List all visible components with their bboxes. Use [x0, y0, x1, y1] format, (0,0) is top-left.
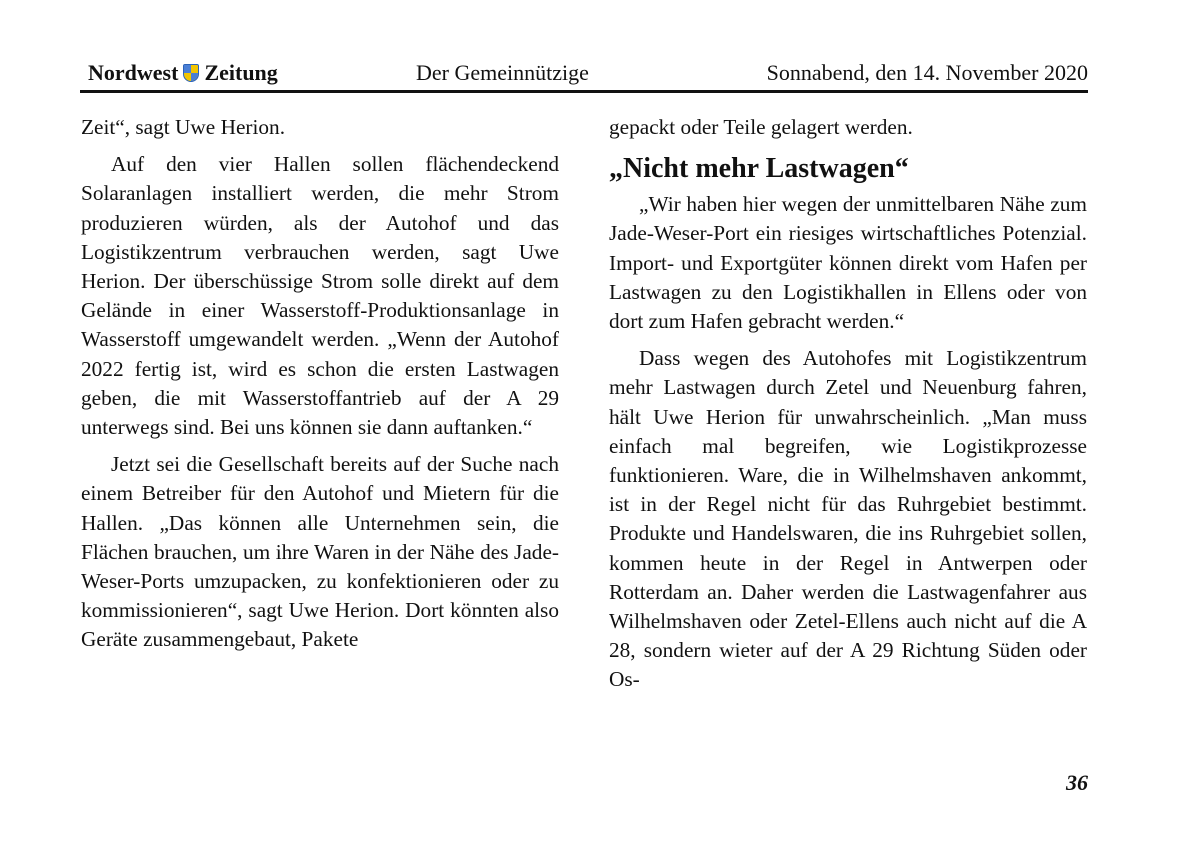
brand-name-right: Zeitung: [204, 60, 278, 85]
section-title: Der Gemeinnützige: [416, 60, 589, 85]
brand-name-left: Nordwest: [88, 60, 179, 85]
paragraph: Auf den vier Hallen sollen flächendeckend Solaranlagen installiert werden, die mehr Strom produzieren würden, als der Autohof und das Logistikzentrum verbrauchen werden, sagt Uwe Herion. Der überschüssige Strom solle direkt auf dem Gelände in einer Wasserstoff-Produktionsanlage in Wasserstoff umgewandelt werden. „Wenn der Autohof 2022 fertig ist, wird es schon die ersten Lastwagen geben, die mit Wasserstoffantrieb auf der A 29 unterwegs sind. Bei uns können sie dann auftanken.“: [81, 152, 559, 440]
page-header: [80, 58, 1088, 90]
paragraph: Zeit“, sagt Uwe Herion.: [81, 115, 286, 139]
newspaper-brand: [88, 60, 278, 86]
left-column: [81, 113, 559, 663]
paragraph: „Wir haben hier wegen der unmittelbaren Nähe zum Jade-Weser-Port ein riesiges wirtschaftliches Potenzial. Import- und Exportgüter können direkt vom Hafen per Lastwagen zu den Logistikhallen in Ellens oder von dort zum Hafen gebracht werden.“: [609, 192, 1087, 334]
section-heading: „Nicht mehr Lastwagen“: [609, 153, 909, 185]
issue-date: Sonnabend, den 14. November 2020: [766, 60, 1088, 85]
right-column: [609, 113, 1087, 703]
header-rule: [80, 90, 1088, 93]
paragraph: Jetzt sei die Gesellschaft bereits auf der Suche nach einem Betreiber für den Autohof und Mietern für die Hallen. „Das können alle Unternehmen sein, die Flächen brauchen, um ihre Waren in der Nähe des Jade-Weser-Ports umzupacken, zu konfektionieren oder zu kommissionieren“, sagt Uwe Herion. Dort könnten also Geräte zusammengebaut, Pakete: [81, 452, 559, 652]
page-number: 36: [1066, 770, 1088, 795]
paragraph: gepackt oder Teile gelagert werden.: [609, 115, 913, 139]
paragraph: Dass wegen des Autohofes mit Logistikzentrum mehr Lastwagen durch Zetel und Neuenburg fahren, hält Uwe Herion für unwahrscheinlich. „Man muss einfach mal begreifen, wie Logistikprozesse funktionieren. Ware, die in Wilhelmshaven ankommt, ist in der Regel nicht für das Ruhrgebiet bestimmt. Produkte und Handelswaren, die ins Ruhrgebiet sollen, kommen heute in der Regel in Antwerpen oder Rotterdam an. Daher werden die Lastwagenfahrer aus Wilhelmshaven oder Zetel-Ellens auch nicht auf die A 28, sondern wieter auf der A 29 Richtung Süden oder Os-: [609, 346, 1087, 692]
coat-of-arms-icon: [183, 64, 199, 82]
